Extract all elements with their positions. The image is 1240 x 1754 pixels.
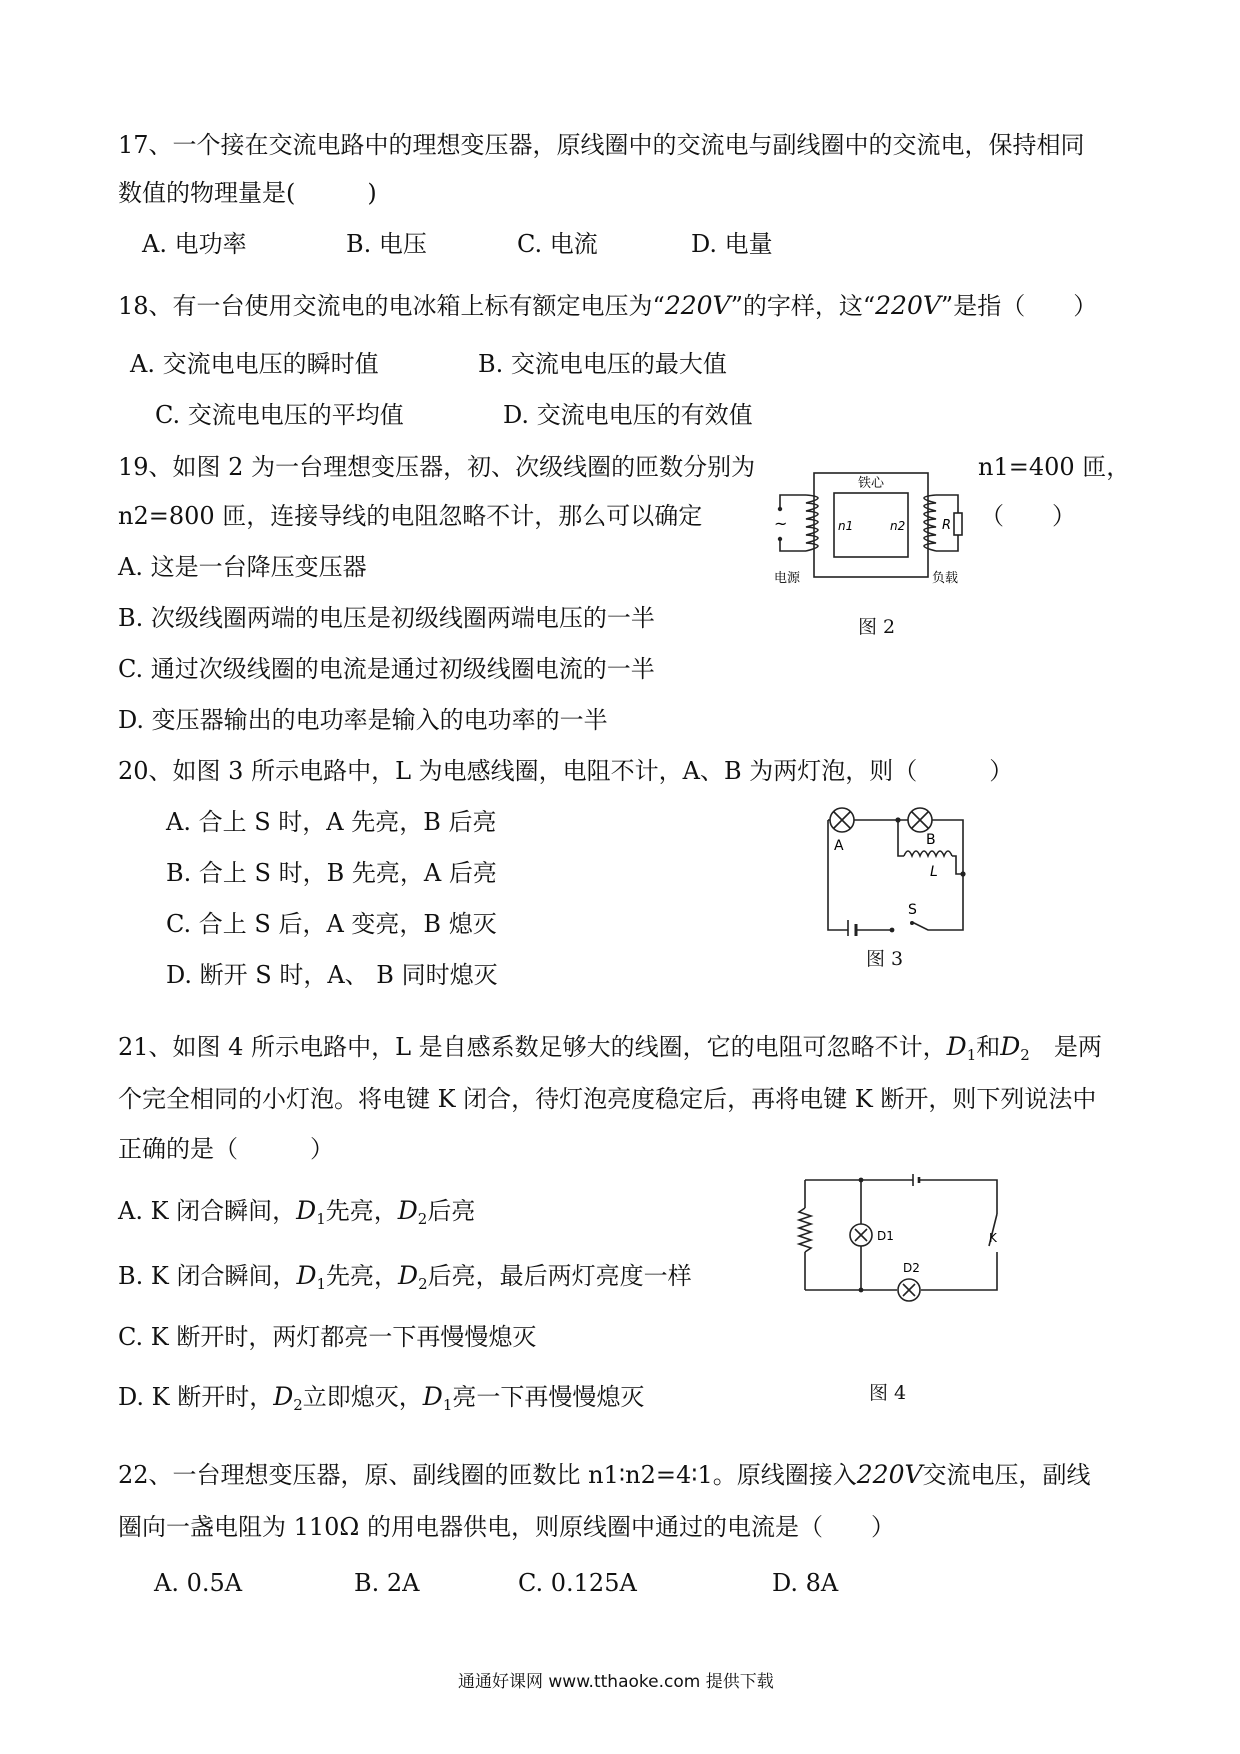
wire-coil-right <box>952 856 963 874</box>
q21-d1-letter: D <box>946 1032 967 1061</box>
lamp-b-cross <box>912 812 928 828</box>
lamp-d1-cross <box>855 1229 867 1241</box>
q21-b-d2 <box>398 1261 428 1293</box>
secondary-coil <box>924 495 936 551</box>
q19-line1-right: n1=400 匝， <box>978 453 1131 481</box>
q20-option-d: D. 断开 S 时，A、 B 同时熄灭 <box>166 961 498 989</box>
source-label: 电源 <box>774 571 801 586</box>
q17-option-b: B. 电压 <box>346 230 427 258</box>
q21-d-d1 <box>422 1382 453 1414</box>
q21-d-d1-sub: 1 <box>442 1396 453 1414</box>
primary-coil <box>806 495 818 551</box>
q21-d-d1-letter: D <box>422 1382 443 1411</box>
q22-post: 交流电压，副线 <box>922 1461 1091 1489</box>
figure-3-circuit <box>808 806 973 936</box>
q21-a-pre: A. K 闭合瞬间， <box>118 1197 297 1225</box>
q18-voltage-1: 220V <box>664 291 731 320</box>
q22-voltage: 220V <box>856 1460 923 1489</box>
lamp-d1-label: D1 <box>877 1229 894 1243</box>
q21-d2-subscript: 2 <box>1020 1046 1030 1064</box>
q21-and: 和 <box>976 1033 1001 1061</box>
source-terminal-top <box>778 507 782 511</box>
q17-option-d: D. 电量 <box>691 230 773 258</box>
q20-option-a: A. 合上 S 时，A 先亮，B 后亮 <box>166 808 497 836</box>
q19-option-d: D. 变压器输出的电功率是输入的电功率的一半 <box>118 706 608 734</box>
q21-b-d1-sub: 1 <box>316 1275 327 1293</box>
q18-voltage-2: 220V <box>875 291 941 320</box>
q21-b-post: 后亮，最后两灯亮度一样 <box>427 1262 692 1290</box>
q21-d1 <box>946 1032 977 1064</box>
q18-stem-pre: 18、有一台使用交流电的电冰箱上标有额定电压为“ <box>118 292 665 320</box>
q21-a-post: 后亮 <box>427 1197 476 1225</box>
q17-line1: 17、一个接在交流电路中的理想变压器，原线圈中的交流电与副线圈中的交流电，保持相同 <box>118 131 1085 159</box>
figure-4-circuit <box>785 1168 1010 1303</box>
lamp-b-label: B <box>926 832 936 848</box>
q21-d-pre: D. K 断开时， <box>118 1383 274 1411</box>
q21-a-mid: 先亮， <box>325 1197 398 1225</box>
q18-option-a: A. 交流电电压的瞬时值 <box>130 350 379 378</box>
q21-line1-end: 是两 <box>1053 1033 1102 1061</box>
q18-stem <box>118 291 1097 321</box>
q21-d2 <box>1000 1032 1030 1064</box>
q21-d-d2 <box>273 1382 303 1414</box>
q19-line2: n2=800 匝，连接导线的电阻忽略不计，那么可以确定 <box>118 502 703 530</box>
q21-a-d1-letter: D <box>296 1196 317 1225</box>
q21-option-d <box>118 1382 644 1420</box>
q21-a-d2 <box>397 1196 428 1228</box>
q17-option-a: A. 电功率 <box>142 230 247 258</box>
q19-line1: 19、如图 2 为一台理想变压器，初、次级线圈的匝数分别为 <box>118 453 756 481</box>
q18-option-c: C. 交流电电压的平均值 <box>155 401 404 429</box>
q21-b-d2-letter: D <box>398 1261 419 1290</box>
ac-symbol: ~ <box>774 514 788 533</box>
load-label: 负载 <box>932 571 959 586</box>
switch-contact <box>910 921 914 925</box>
wire-left <box>828 820 848 930</box>
wire-bottom-right <box>912 874 963 930</box>
q21-line1-text: 21、如图 4 所示电路中，L 是自感系数足够大的线圈，它的电阻可忽略不计， <box>118 1033 947 1061</box>
q21-a-d2-letter: D <box>397 1196 418 1225</box>
q21-d-d2-letter: D <box>273 1382 294 1411</box>
q22-option-b: B. 2A <box>354 1569 420 1597</box>
load-wire-bottom <box>936 535 958 551</box>
q21-d-d2-sub: 2 <box>293 1396 303 1414</box>
inductor-label: L <box>930 864 938 880</box>
q22-option-c: C. 0.125A <box>518 1569 637 1597</box>
switch-k-label: K <box>989 1231 997 1245</box>
q22-line2: 圈向一盏电阻为 110Ω 的用电器供电，则原线圈中通过的电流是（ ） <box>118 1513 895 1541</box>
q21-a-d2-sub: 2 <box>417 1210 428 1228</box>
figure-4-caption: 图 4 <box>869 1382 907 1404</box>
source-wire-top <box>780 495 806 509</box>
q21-option-c: C. K 断开时，两灯都亮一下再慢慢熄灭 <box>118 1323 537 1351</box>
q17-line2: 数值的物理量是( ) <box>118 179 377 207</box>
q19-option-b: B. 次级线圈两端的电压是初级线圈两端电压的一半 <box>118 604 655 632</box>
q22-option-d: D. 8A <box>772 1569 839 1597</box>
n1-label: n1 <box>838 519 854 533</box>
lamp-a-label: A <box>834 838 844 854</box>
inductor-coil <box>799 1208 811 1252</box>
junction-top <box>859 1178 864 1183</box>
q22-option-a: A. 0.5A <box>154 1569 243 1597</box>
inductor-coil <box>904 851 952 856</box>
q21-line2: 个完全相同的小灯泡。将电键 K 闭合，待灯泡亮度稳定后，再将电键 K 断开，则下列说法中 <box>118 1085 1097 1113</box>
q21-b-d1 <box>296 1261 327 1293</box>
junction-bottom <box>859 1288 864 1293</box>
q18-stem-mid: ”的字样，这“ <box>730 292 876 320</box>
figure-2-transformer <box>770 465 970 590</box>
source-terminal-bottom <box>778 537 782 541</box>
q19-option-a: A. 这是一台降压变压器 <box>118 553 367 581</box>
q20-stem: 20、如图 3 所示电路中，L 为电感线圈，电阻不计，A、B 为两灯泡，则（ ） <box>118 757 1014 785</box>
q21-d1-subscript: 1 <box>966 1046 977 1064</box>
junction-top <box>895 817 900 822</box>
switch-pivot <box>890 928 895 933</box>
figure-2-caption: 图 2 <box>858 616 896 638</box>
n2-label: n2 <box>890 519 906 533</box>
source-wire-bottom <box>780 539 806 551</box>
q21-b-pre: B. K 闭合瞬间， <box>118 1262 297 1290</box>
lamp-d2-label: D2 <box>903 1261 920 1275</box>
q21-b-d2-sub: 2 <box>418 1275 428 1293</box>
q20-option-c: C. 合上 S 后，A 变亮，B 熄灭 <box>166 910 497 938</box>
resistor-label: R <box>942 518 952 533</box>
q18-stem-post: ”是指（ ） <box>940 292 1098 320</box>
q22-line1 <box>118 1460 1091 1490</box>
q21-line1 <box>118 1032 1102 1070</box>
load-resistor <box>954 513 962 535</box>
lamp-a-cross <box>834 812 850 828</box>
q21-a-d1 <box>296 1196 326 1228</box>
core-label: 铁心 <box>858 476 885 491</box>
q19-option-c: C. 通过次级线圈的电流是通过初级线圈电流的一半 <box>118 655 655 683</box>
footer-source: 通通好课网 www.tthaoke.com 提供下载 <box>458 1672 774 1692</box>
lamp-d2-cross <box>903 1284 915 1296</box>
q21-option-a <box>118 1196 475 1234</box>
q18-option-b: B. 交流电电压的最大值 <box>478 350 727 378</box>
q21-d-post: 亮一下再慢慢熄灭 <box>452 1383 645 1411</box>
wire-coil-left <box>898 820 904 856</box>
figure-3-caption: 图 3 <box>866 948 904 970</box>
q21-d2-letter: D <box>1000 1032 1021 1061</box>
load-wire-top <box>936 495 958 513</box>
q21-line3: 正确的是（ ） <box>118 1135 334 1163</box>
q21-d-mid: 立即熄灭， <box>302 1383 423 1411</box>
q17-option-c: C. 电流 <box>517 230 598 258</box>
wire-right-bottom <box>921 1252 997 1290</box>
q20-option-b: B. 合上 S 时，B 先亮，A 后亮 <box>166 859 497 887</box>
q21-b-d1-letter: D <box>296 1261 317 1290</box>
q21-option-b <box>118 1261 692 1299</box>
junction-right <box>960 871 965 876</box>
q21-a-d1-sub: 1 <box>316 1210 326 1228</box>
switch-label: S <box>908 902 917 918</box>
q21-b-mid: 先亮， <box>326 1262 399 1290</box>
wire-top-right <box>919 1180 997 1214</box>
q22-pre: 22、一台理想变压器，原、副线圈的匝数比 n1∶n2=4∶1。原线圈接入 <box>118 1461 857 1489</box>
q19-line2-right: （ ） <box>980 502 1076 530</box>
q18-option-d: D. 交流电电压的有效值 <box>503 401 753 429</box>
